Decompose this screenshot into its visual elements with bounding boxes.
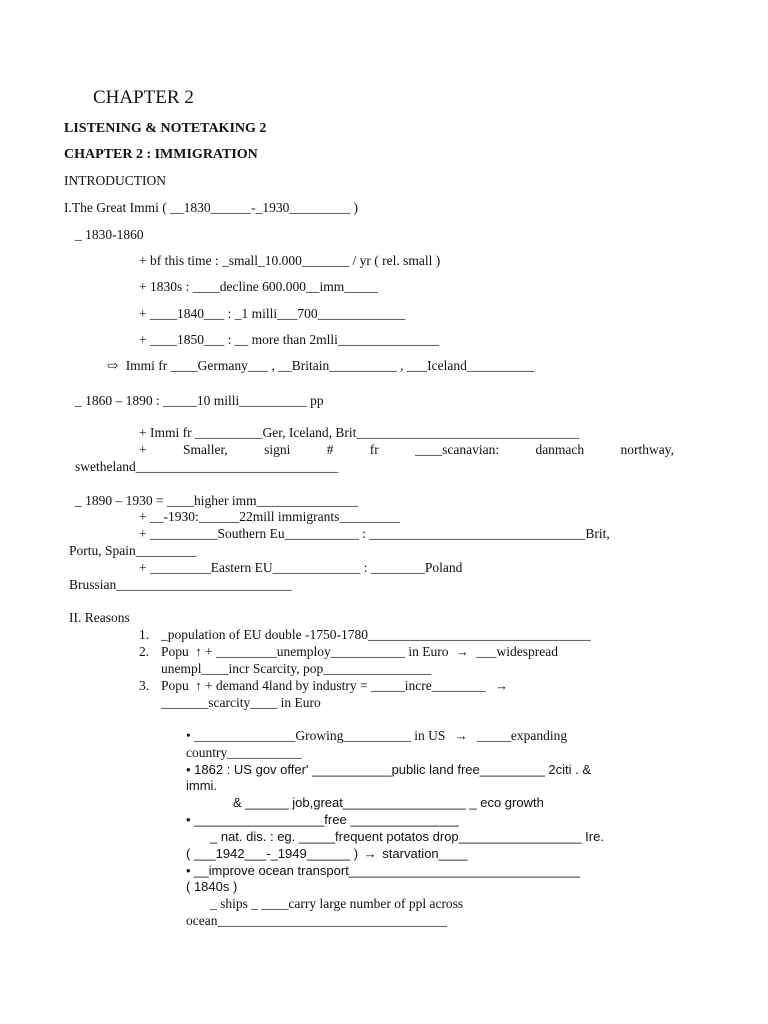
note-line: Brussian__________________________	[69, 577, 292, 592]
note-line: unempl____incr Scarcity, pop________________	[161, 661, 432, 676]
arrow-right-icon: →	[363, 846, 377, 861]
bullet-line: • __improve ocean transport________________________________	[186, 863, 581, 878]
bullet-line	[186, 727, 567, 744]
note-line: swetheland______________________________	[75, 459, 339, 474]
note-line: _ nat. dis. : eg. _____frequent potatos drop_________________ Ire.	[210, 829, 604, 844]
note-line: + Smaller, signi # fr ____scanavian: danmach northway,	[139, 442, 674, 457]
note-line: _ ships _ ____carry large number of ppl across	[210, 896, 464, 911]
period-1830-1860-label: _ 1830-1860	[75, 227, 144, 242]
arrow-up-icon: ↑	[195, 678, 202, 693]
note-line: & ______ job,great_________________ _ eco growth	[233, 795, 544, 810]
reason-text: + _________unemploy___________ in Euro	[205, 644, 449, 659]
reason-text: _population of EU double -1750-1780_________________________________	[161, 627, 591, 642]
note-line: + ____1840___ : _1 milli___700_____________	[139, 306, 406, 321]
arrow-note-line	[107, 357, 534, 374]
note-line: + Immi fr __________Ger, Iceland, Brit_________________________________	[139, 425, 580, 440]
reason-3	[139, 677, 508, 694]
note-line: ( 1840s )	[186, 879, 238, 894]
note-text: starvation____	[382, 846, 468, 861]
reason-text: + demand 4land by industry = _____incre________	[205, 678, 486, 693]
bullet-line: • __________________free _______________	[186, 812, 459, 827]
note-line: + ____1850___ : __ more than 2mlli_______________	[139, 332, 440, 347]
reason-text: Popu	[161, 678, 189, 693]
note-line: + bf this time : _small_10.000_______ / yr ( rel. small )	[139, 253, 441, 268]
bullet-line: • 1862 : US gov offer' ___________public land free_________ 2citi . &	[186, 762, 592, 777]
section-2-title: II. Reasons	[69, 610, 130, 625]
arrow-right-icon: →	[454, 728, 468, 743]
reason-text: Popu	[161, 644, 189, 659]
note-line: + __________Southern Eu___________ : ________________________________Brit,	[139, 526, 610, 541]
reason-2	[139, 643, 558, 660]
list-number: 1.	[139, 627, 150, 642]
arrow-right-icon: →	[495, 678, 509, 693]
reason-1	[139, 626, 591, 643]
arrow-up-icon: ↑	[195, 644, 202, 659]
double-arrow-right-icon: ⇨	[107, 358, 119, 373]
document-subtitle: LISTENING & NOTETAKING 2	[64, 121, 267, 136]
section-1-title: I.The Great Immi ( __1830______-_1930_________ )	[64, 200, 358, 215]
bullet-text: • _______________Growing__________ in US	[186, 728, 446, 743]
period-1890-1930-label: _ 1890 – 1930 = ____higher imm_______________	[75, 493, 358, 508]
bullet-text: _____expanding	[477, 728, 568, 743]
note-text: ( ___1942___-_1949______ )	[186, 846, 359, 861]
period-1860-1890-label: _ 1860 – 1890 : _____10 milli__________ pp	[75, 393, 324, 408]
arrow-right-icon: →	[455, 644, 469, 659]
note-line: + __-1930:______22mill immigrants_________	[139, 509, 401, 524]
list-number: 2.	[139, 644, 150, 659]
note-text: Immi fr ____Germany___ , __Britain__________ , ___Iceland__________	[125, 358, 535, 373]
chapter-topic: CHAPTER 2 : IMMIGRATION	[64, 147, 258, 162]
note-line: + 1830s : ____decline 600.000__imm_____	[139, 279, 378, 294]
note-line: _______scarcity____ in Euro	[161, 695, 321, 710]
chapter-heading: CHAPTER 2	[93, 87, 194, 108]
note-line: ocean__________________________________	[186, 913, 447, 928]
note-line: Portu, Spain_________	[69, 543, 197, 558]
reason-text: ___widespread	[476, 644, 558, 659]
note-line	[186, 845, 468, 862]
note-line: + _________Eastern EU_____________ : ________Poland	[139, 560, 463, 575]
note-line: country___________	[186, 745, 302, 760]
list-number: 3.	[139, 678, 150, 693]
note-line: immi.	[186, 778, 218, 793]
introduction-heading: INTRODUCTION	[64, 173, 166, 188]
